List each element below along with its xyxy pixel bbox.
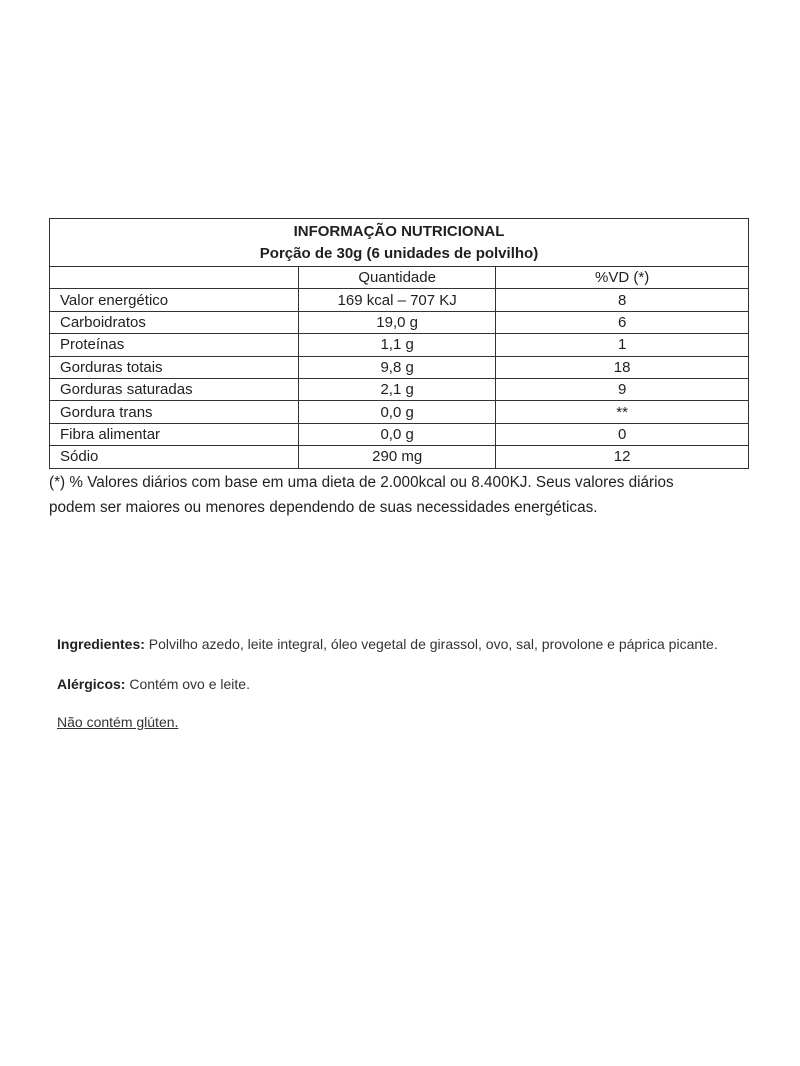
nutrient-vd: 18 — [496, 356, 749, 378]
footnote-line-2: podem ser maiores ou menores dependendo de suas necessidades energéticas. — [49, 499, 598, 516]
nutrition-table — [49, 218, 749, 469]
nutrient-name: Gordura trans — [50, 401, 299, 423]
ingredients-label: Ingredientes: — [57, 636, 145, 652]
table-header — [50, 219, 749, 267]
table-row — [50, 334, 749, 356]
nutrient-name: Gorduras saturadas — [50, 378, 299, 400]
allergens-text: Contém ovo e leite. — [125, 676, 250, 692]
allergens-line — [57, 676, 250, 692]
nutrient-name: Carboidratos — [50, 311, 299, 333]
nutrient-vd: 6 — [496, 311, 749, 333]
nutrient-name: Sódio — [50, 446, 299, 468]
nutrient-quantity: 19,0 g — [299, 311, 496, 333]
serving-size: Porção de 30g (6 unidades de polvilho) — [259, 245, 539, 262]
gluten-free-note: Não contém glúten. — [57, 714, 179, 730]
nutrient-vd: 0 — [496, 423, 749, 445]
table-row — [50, 289, 749, 311]
nutrient-quantity: 290 mg — [299, 446, 496, 468]
nutrient-quantity: 0,0 g — [299, 423, 496, 445]
nutrient-quantity: 9,8 g — [299, 356, 496, 378]
nutrient-quantity: 1,1 g — [299, 334, 496, 356]
table-row — [50, 446, 749, 468]
allergens-label: Alérgicos: — [57, 676, 126, 692]
table-header-row — [50, 219, 749, 267]
vd-footnote — [49, 470, 769, 520]
footnote-line-1: (*) % Valores diários com base em uma dieta de 2.000kcal ou 8.400KJ. Seus valores diários — [49, 474, 674, 491]
nutrient-quantity: 169 kcal – 707 KJ — [299, 289, 496, 311]
column-header-row — [50, 267, 749, 289]
nutrient-quantity: 2,1 g — [299, 378, 496, 400]
nutrient-name: Valor energético — [50, 289, 299, 311]
nutrient-vd: 8 — [496, 289, 749, 311]
nutrient-vd: 1 — [496, 334, 749, 356]
ingredients-text: Polvilho azedo, leite integral, óleo vegetal de girassol, ovo, sal, provolone e páprica picante. — [144, 636, 718, 652]
nutrient-vd: ** — [496, 401, 749, 423]
nutrient-name: Proteínas — [50, 334, 299, 356]
nutrient-name: Fibra alimentar — [50, 423, 299, 445]
nutrient-name: Gorduras totais — [50, 356, 299, 378]
ingredients-line — [57, 636, 718, 652]
table-row — [50, 356, 749, 378]
nutrition-title: INFORMAÇÃO NUTRICIONAL — [293, 223, 505, 240]
column-header-nutrient — [50, 267, 299, 289]
nutrient-vd: 12 — [496, 446, 749, 468]
column-header-quantity: Quantidade — [299, 267, 496, 289]
table-row — [50, 378, 749, 400]
table-row — [50, 401, 749, 423]
column-header-vd: %VD (*) — [496, 267, 749, 289]
table-row — [50, 311, 749, 333]
nutrient-quantity: 0,0 g — [299, 401, 496, 423]
table-row — [50, 423, 749, 445]
nutrient-vd: 9 — [496, 378, 749, 400]
